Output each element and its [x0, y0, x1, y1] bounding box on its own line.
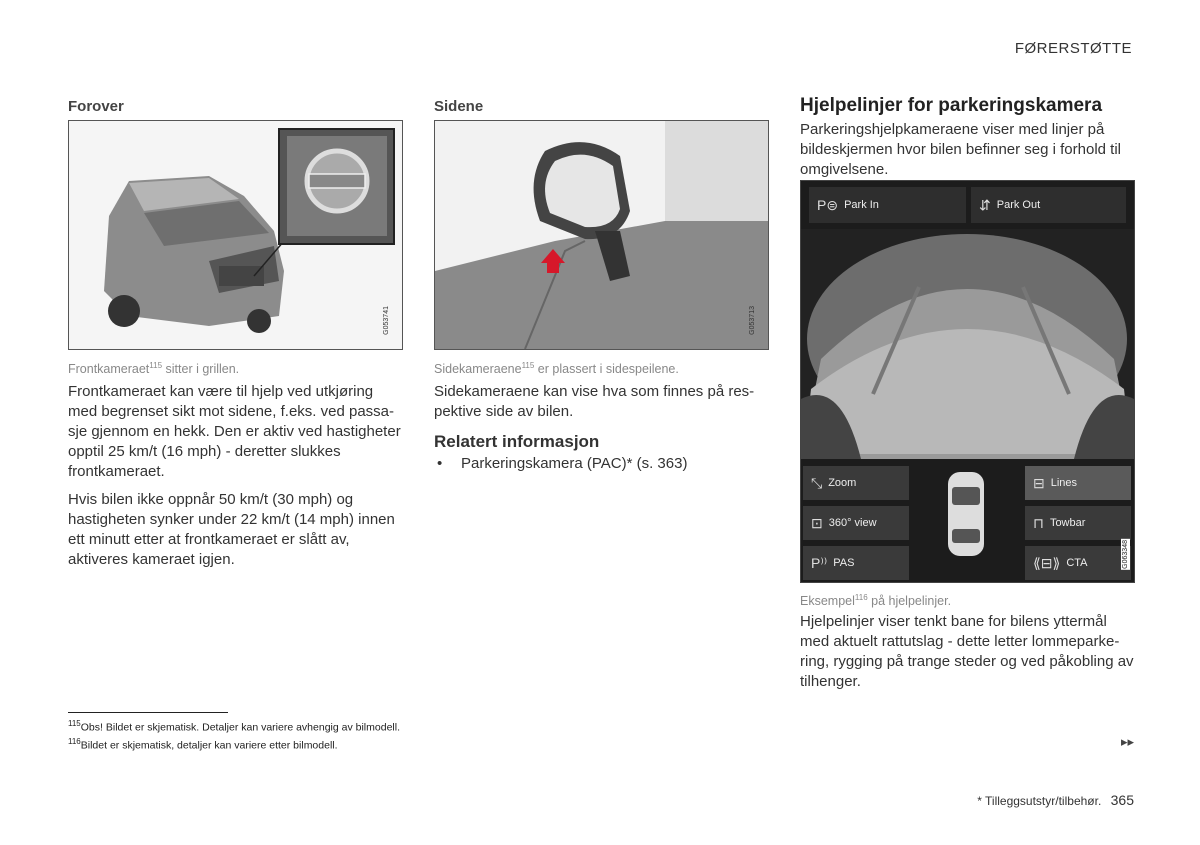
footnote-divider: [68, 712, 228, 713]
subtitle-sidene: Sidene: [434, 98, 484, 115]
page-footer: [977, 792, 1134, 808]
caption-text: på hjelpelinjer.: [867, 594, 952, 609]
caption-lines: [800, 590, 951, 609]
pas-icon: P⁾⁾: [811, 554, 828, 571]
button-label: Towbar: [1049, 517, 1086, 529]
page-number: 365: [1110, 792, 1134, 808]
lines-icon: ⊟: [1033, 474, 1045, 491]
button-label: Lines: [1050, 477, 1078, 489]
footnote-ref: 115: [149, 361, 163, 370]
caption-text: sitter i grillen.: [162, 362, 240, 377]
footnotes: [68, 717, 400, 752]
park-out-button[interactable]: [971, 187, 1126, 223]
paragraph: Hvis bilen ikke oppnår 50 km/t (30 mph) og hastigheten synker under 22 km/t (14 mph) innen ett minutt etter at frontkameraet er slått av, aktiveres kameraet igjen.: [68, 491, 395, 568]
footnote-ref: 116: [854, 593, 868, 602]
footnote-number: 115: [68, 719, 81, 728]
related-list-item[interactable]: [434, 454, 687, 474]
image-code: G053713: [749, 306, 756, 335]
image-code: G053741: [383, 306, 390, 335]
button-label: Park Out: [996, 199, 1041, 211]
footnote-number: 116: [68, 736, 81, 746]
caption-front: [68, 358, 239, 377]
col1-body: [68, 382, 403, 578]
col3-body: Hjelpelinjer viser tenkt bane for bilens yttermål med aktuelt rattutslag - dette letter lommeparkering, rygging på trange steder og ved påkobling av tilhenger.: [800, 613, 1134, 690]
subtitle-forover: Forover: [68, 98, 124, 115]
accessory-note: * Tilleggsutstyr/tilbehør.: [977, 794, 1102, 808]
cta-icon: ⟪⊟⟫: [1033, 554, 1061, 571]
footnote-text: Bildet er skjematisk, detaljer kan variere etter bilmodell.: [80, 739, 338, 751]
footnote-ref: 115: [521, 361, 535, 370]
zoom-icon: ⤡: [811, 474, 823, 491]
button-label: 360° view: [828, 517, 877, 529]
park-in-icon: P⊜: [817, 196, 839, 213]
caption-text: Sidekameraene: [434, 362, 522, 377]
footnote-text: Obs! Bildet er skjematisk. Detaljer kan variere avhengig av bilmodell.: [80, 721, 400, 734]
related-link[interactable]: Parkeringskamera (PAC)* (s. 363): [461, 455, 688, 472]
pas-button[interactable]: [803, 546, 909, 580]
park-in-button[interactable]: [809, 187, 966, 223]
car-top-view: [941, 469, 991, 559]
car-360-icon: ⊡: [811, 514, 823, 531]
footnote: [68, 717, 400, 735]
zoom-button[interactable]: [803, 466, 909, 500]
col3-intro: Parkeringshjelpkameraene viser med linjer på bildeskjermen hvor bilen befinner seg i forhold til omgivelsene.: [800, 121, 1122, 178]
col2-body: [434, 382, 769, 430]
view360-button[interactable]: [803, 506, 909, 540]
caption-text: Eksempel: [800, 594, 855, 609]
caption-text: er plassert i sidespeilene.: [534, 362, 679, 377]
front-camera-image: [68, 120, 403, 350]
parking-camera-screen: [800, 180, 1135, 583]
button-label: Zoom: [828, 477, 857, 489]
button-label: PAS: [833, 557, 855, 569]
side-camera-image: [434, 120, 769, 350]
lines-button[interactable]: [1025, 466, 1131, 500]
related-title: Relatert informasjon: [434, 432, 600, 451]
section-header: FØRERSTØTTE: [1014, 40, 1132, 57]
side-mirror-illustration: [435, 121, 768, 349]
button-label: CTA: [1066, 557, 1088, 569]
paragraph: Sidekameraene kan vise hva som finnes på respektive side av bilen.: [434, 383, 755, 420]
caption-text: Frontkameraet: [68, 362, 150, 377]
towbar-button[interactable]: [1025, 506, 1131, 540]
double-arrow-right-icon[interactable]: ▸▸: [1120, 734, 1134, 749]
car-top-icon: [941, 469, 991, 559]
car-front-illustration: [69, 121, 402, 349]
button-label: Park In: [844, 199, 879, 211]
cta-button[interactable]: [1025, 546, 1131, 580]
page-title: Hjelpelinjer for parkeringskamera: [800, 95, 1103, 116]
col3-heading: [800, 95, 1140, 117]
paragraph: Frontkameraet kan være til hjelp ved utkjøring med begrenset sikt mot sidene, f.eks. ved passasje gjennom en hekk. Den er aktiv ved hastigheter opptil 25 km/t (16 mph) - deretter slukkes frontkameraet.: [68, 383, 401, 480]
footnote: [68, 735, 400, 753]
bullet-icon: •: [437, 455, 443, 472]
caption-side: [434, 358, 679, 377]
park-out-icon: ⇵: [979, 196, 991, 213]
towbar-icon: ⊓: [1033, 514, 1044, 531]
related-section: [434, 432, 687, 474]
image-code: G063348: [1122, 540, 1129, 569]
camera-view: [801, 229, 1134, 459]
